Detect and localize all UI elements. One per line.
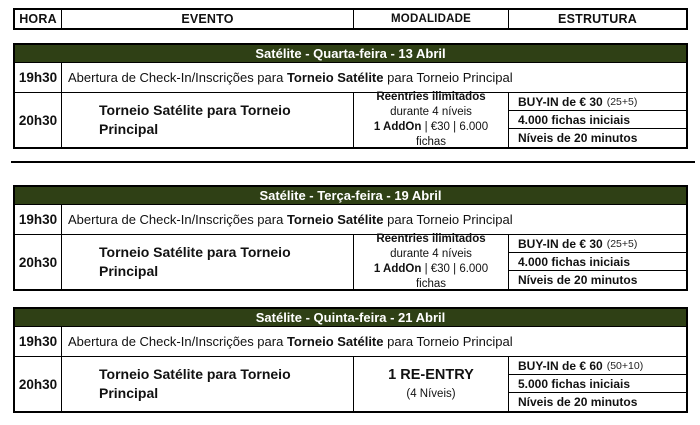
section-title-band: [15, 187, 686, 205]
checkin-text: Abertura de Check-In/Inscrições para Torneio Satélite para Torneio Principal: [68, 212, 513, 227]
structure-row-buyin: BUY-IN de € 60 (50+10): [509, 357, 686, 375]
column-header-evento: EVENTO: [62, 10, 354, 28]
evento-cell: [62, 93, 354, 147]
column-header-row: [15, 10, 686, 28]
modality-reentries-line: Reentries ilimitados durante 4 níveis: [376, 233, 486, 261]
evento-cell: [62, 235, 354, 289]
tournament-name: Torneio Satélite para Torneio Principal: [99, 244, 291, 279]
column-header-table: [13, 8, 688, 30]
evento-cell: [62, 357, 354, 411]
tournament-row: [15, 235, 686, 289]
column-header-modalidade: MODALIDADE: [354, 10, 509, 28]
tournament-time: 20h30: [15, 235, 62, 289]
checkin-text: Abertura de Check-In/Inscrições para Torneio Satélite para Torneio Principal: [68, 334, 513, 349]
section-table-13-abril: [13, 43, 688, 149]
checkin-time: 19h30: [15, 205, 62, 234]
tournament-name: Torneio Satélite para Torneio Principal: [99, 366, 291, 401]
tournament-name: Torneio Satélite para Torneio Principal: [99, 102, 291, 137]
checkin-row: [15, 327, 686, 357]
modalidade-cell: [354, 93, 509, 147]
estrutura-cell: [509, 93, 686, 147]
checkin-text: Abertura de Check-In/Inscrições para Torneio Satélite para Torneio Principal: [68, 70, 513, 85]
estrutura-cell: [509, 235, 686, 289]
structure-row-levels: Níveis de 20 minutos: [518, 273, 638, 287]
modalidade-cell: [354, 357, 509, 411]
checkin-description: [62, 63, 686, 92]
estrutura-cell: [509, 357, 686, 411]
modality-reentries-line: Reentries ilimitados durante 4 níveis: [376, 91, 486, 119]
section-table-19-abril: [13, 185, 688, 291]
structure-row-levels: Níveis de 20 minutos: [518, 395, 638, 409]
modality-addon-line: 1 AddOn | €30 | 6.000 fichas: [373, 121, 489, 148]
column-header-hora: HORA: [15, 10, 62, 28]
tournament-time: 20h30: [15, 93, 62, 147]
section-title: Satélite - Terça-feira - 19 Abril: [259, 188, 442, 203]
column-header-estrutura: ESTRUTURA: [558, 12, 637, 26]
structure-row-levels: Níveis de 20 minutos: [518, 131, 638, 145]
structure-row-chips: 4.000 fichas iniciais: [509, 253, 686, 271]
tournament-row: [15, 93, 686, 147]
checkin-description: [62, 327, 686, 356]
section-divider-line: [11, 161, 695, 163]
modality-addon-line: 1 AddOn | €30 | 6.000 fichas: [373, 263, 489, 290]
structure-row-buyin: BUY-IN de € 30 (25+5): [509, 93, 686, 111]
structure-row-chips: 4.000 fichas iniciais: [509, 111, 686, 129]
checkin-time: 19h30: [15, 63, 62, 92]
structure-row-buyin: BUY-IN de € 30 (25+5): [509, 235, 686, 253]
checkin-time: 19h30: [15, 327, 62, 356]
structure-row-chips: 5.000 fichas iniciais: [509, 375, 686, 393]
tournament-time: 20h30: [15, 357, 62, 411]
section-title-band: [15, 309, 686, 327]
modality-levels-note: (4 Níveis): [406, 387, 456, 400]
tournament-row: [15, 357, 686, 411]
modality-reentry: 1 RE-ENTRY: [388, 367, 474, 384]
checkin-row: [15, 205, 686, 235]
section-table-21-abril: [13, 307, 688, 413]
section-title: Satélite - Quinta-feira - 21 Abril: [255, 310, 446, 325]
modalidade-cell: [354, 235, 509, 289]
checkin-row: [15, 63, 686, 93]
section-title-band: [15, 45, 686, 63]
section-title: Satélite - Quarta-feira - 13 Abril: [255, 46, 446, 61]
checkin-description: [62, 205, 686, 234]
